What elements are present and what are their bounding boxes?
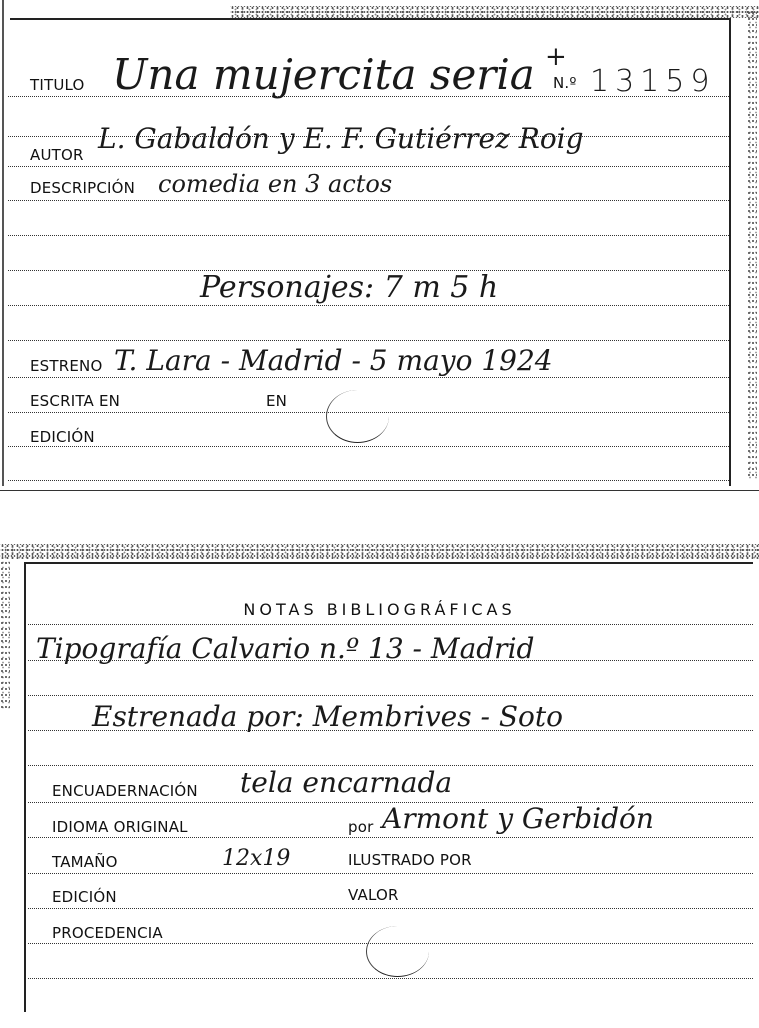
rule-line bbox=[8, 340, 729, 341]
card-border-left bbox=[24, 562, 26, 1012]
titulo-label: TITULO bbox=[30, 76, 85, 94]
card-texture bbox=[0, 544, 759, 560]
note-tipografia: Tipografía Calvario n.º 13 - Madrid bbox=[36, 632, 535, 665]
estreno-label: ESTRENO bbox=[30, 357, 103, 375]
card-border-right bbox=[729, 18, 731, 486]
card-texture-side bbox=[0, 560, 10, 710]
rule-line bbox=[8, 377, 729, 378]
procedencia-label: PROCEDENCIA bbox=[52, 924, 163, 942]
tamano-value: 12x19 bbox=[222, 846, 291, 871]
card-edge bbox=[0, 490, 759, 491]
rule-line bbox=[8, 166, 729, 167]
en-label: EN bbox=[266, 392, 288, 410]
encuadernacion-value: tela encarnada bbox=[240, 766, 453, 799]
rule-line bbox=[28, 978, 753, 979]
valor-label: VALOR bbox=[348, 886, 399, 904]
catalog-card-back bbox=[0, 540, 759, 1028]
titulo-value: Una mujercita seria bbox=[112, 50, 535, 99]
card-border-top bbox=[24, 562, 753, 564]
punch-hole bbox=[326, 390, 389, 443]
note-estrenada: Estrenada por: Membrives - Soto bbox=[92, 700, 563, 733]
numero-value: 13159 bbox=[590, 64, 716, 99]
card-border-top bbox=[10, 18, 731, 20]
escrita-en-label: ESCRITA EN bbox=[30, 392, 121, 410]
por-label: por bbox=[348, 818, 374, 836]
idioma-original-label: IDIOMA ORIGINAL bbox=[52, 818, 188, 836]
edicion-label: EDICIÓN bbox=[30, 428, 95, 446]
rule-line bbox=[28, 695, 753, 696]
card-border-left bbox=[2, 0, 4, 486]
ilustrado-por-label: ILUSTRADO POR bbox=[348, 851, 472, 869]
autor-label: AUTOR bbox=[30, 146, 84, 164]
card-texture bbox=[230, 6, 759, 18]
rule-line bbox=[8, 446, 729, 447]
catalog-card-front bbox=[0, 0, 759, 492]
tamano-label: TAMAÑO bbox=[52, 853, 118, 871]
rule-line bbox=[8, 305, 729, 306]
encuadernacion-label: ENCUADERNACIÓN bbox=[52, 782, 198, 800]
rule-line bbox=[8, 235, 729, 236]
rule-line bbox=[28, 624, 753, 625]
rule-line bbox=[28, 837, 753, 838]
rule-line bbox=[8, 480, 729, 481]
card-texture-side bbox=[747, 10, 757, 480]
por-value: Armont y Gerbidón bbox=[382, 802, 654, 835]
autor-value: L. Gabaldón y E. F. Gutiérrez Roig bbox=[98, 122, 584, 155]
rule-line bbox=[8, 200, 729, 201]
cross-mark: + bbox=[545, 42, 567, 72]
descripcion-label: DESCRIPCIÓN bbox=[30, 179, 136, 197]
rule-line bbox=[28, 908, 753, 909]
edicion-label: EDICIÓN bbox=[52, 888, 117, 906]
estreno-value: T. Lara - Madrid - 5 mayo 1924 bbox=[114, 344, 553, 377]
personajes-value: Personajes: 7 m 5 h bbox=[200, 270, 499, 305]
descripcion-value: comedia en 3 actos bbox=[158, 170, 393, 198]
rule-line bbox=[28, 873, 753, 874]
punch-hole bbox=[366, 926, 429, 977]
numero-label: N.º bbox=[553, 74, 577, 92]
notas-heading: NOTAS BIBLIOGRÁFICAS bbox=[243, 600, 516, 619]
